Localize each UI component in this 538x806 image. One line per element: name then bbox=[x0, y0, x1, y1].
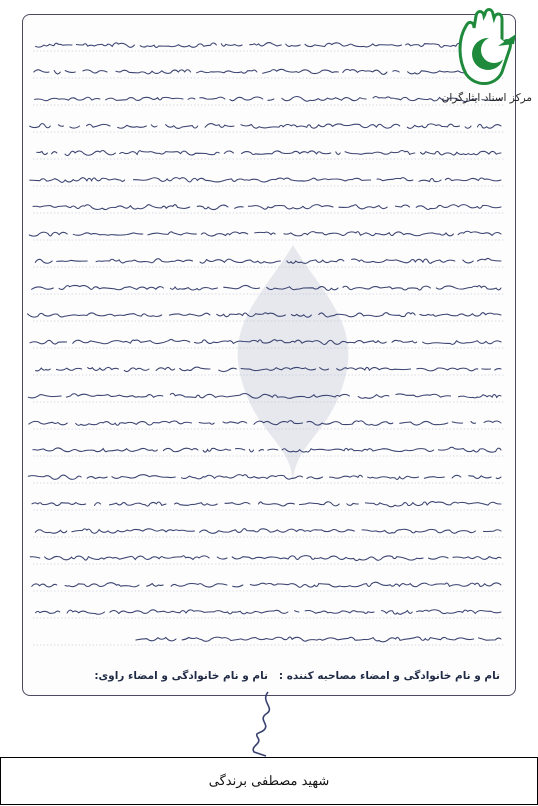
handwritten-line bbox=[30, 124, 501, 129]
handwritten-line bbox=[30, 178, 501, 183]
logo-caption: مرکز اسناد ایثارگران bbox=[441, 92, 532, 104]
handwritten-line bbox=[136, 637, 501, 642]
handwritten-line bbox=[36, 367, 501, 372]
handwritten-page bbox=[22, 14, 516, 696]
handwritten-line bbox=[25, 339, 501, 344]
narrator-label: نام و نام خانوادگی و امضاء راوی: bbox=[94, 670, 268, 682]
handwritten-line bbox=[28, 393, 501, 398]
handwritten-line bbox=[23, 475, 501, 480]
handwritten-line bbox=[37, 150, 501, 155]
handwritten-line bbox=[32, 582, 501, 587]
handwritten-line bbox=[33, 205, 501, 210]
handwritten-line bbox=[29, 231, 501, 236]
hand-crescent-icon bbox=[436, 4, 532, 100]
interviewer-label: نام و نام خانوادگی و امضاء مصاحبه کننده : bbox=[278, 670, 500, 682]
handwritten-line bbox=[33, 447, 501, 452]
handwritten-line bbox=[30, 556, 501, 561]
handwritten-line bbox=[36, 610, 501, 615]
handwritten-line bbox=[27, 69, 501, 74]
handwritten-line bbox=[35, 529, 501, 534]
handwritten-text-lines bbox=[23, 15, 515, 695]
handwritten-line bbox=[28, 313, 502, 318]
signature-labels bbox=[40, 670, 500, 686]
handwritten-line bbox=[36, 43, 501, 48]
caption-box bbox=[0, 757, 538, 805]
handwritten-line bbox=[32, 285, 501, 290]
handwritten-line bbox=[35, 96, 501, 101]
handwritten-signature bbox=[230, 690, 290, 760]
handwritten-line bbox=[29, 421, 501, 426]
handwritten-line bbox=[32, 502, 501, 507]
caption-text: شهید مصطفی برندگی bbox=[208, 773, 330, 789]
handwritten-line bbox=[35, 258, 501, 263]
